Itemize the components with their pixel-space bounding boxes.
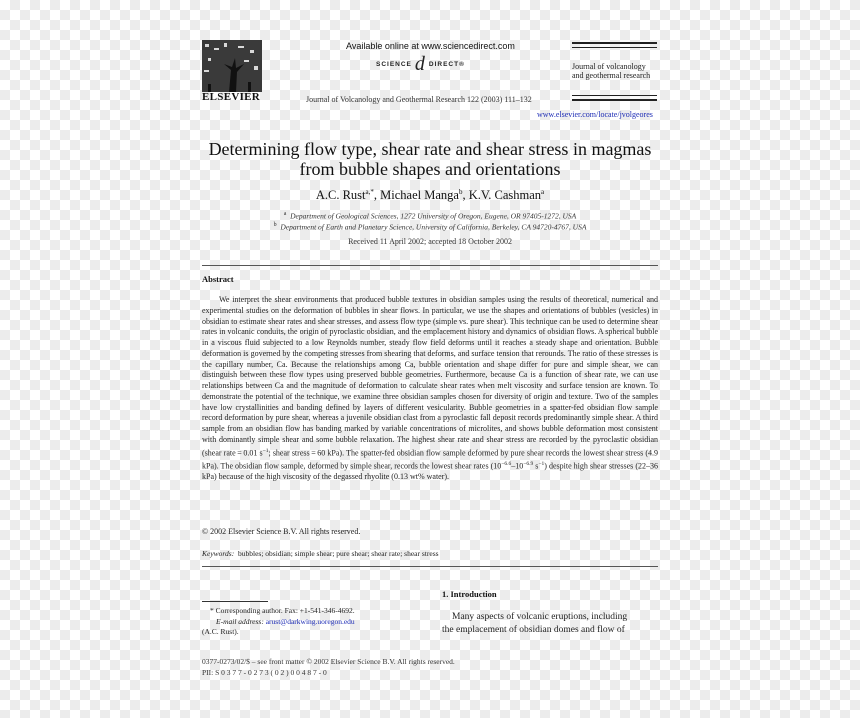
affiliation-text: Department of Geological Sciences, 1272 University of Oregon, Eugene, OR 97405-1272, USA [290,211,577,221]
keywords-list: bubbles; obsidian; simple shear; pure shear; shear rate; shear stress [237,549,439,558]
introduction-line: the emplacement of obsidian domes and flow of [442,625,625,635]
available-online-text: Available online at www.sciencedirect.com [346,41,515,51]
abstract-body [202,295,658,483]
copyright-notice: © 2002 Elsevier Science B.V. All rights reserved. [202,527,361,536]
article-title [202,139,658,179]
journal-rule [572,99,657,101]
abstract-text: s [533,461,539,471]
abstract-sup: −6.6 [501,460,512,467]
abstract-sup: −1 [262,447,269,454]
footnote-email [202,617,355,626]
introduction-heading: 1. Introduction [442,589,497,599]
journal-rule [572,42,657,44]
title-line1: Determining flow type, shear rate and shear stress in magmas [208,139,652,159]
journal-rule [572,47,657,48]
author-sup: a,* [365,188,374,196]
footnote-email-owner: (A.C. Rust). [202,627,239,636]
journal-name [572,63,662,80]
email-link[interactable]: arust@darkwing.uoregon.edu [265,617,355,626]
title-line2: from bubble shapes and orientations [299,159,561,179]
introduction-line: Many aspects of volcanic eruptions, including [452,612,628,622]
abstract-text: ; shear stress = 60 kPa). The spatter-fed obsidian flow sample deformed by pure shear records the lowest shear stress (4.9 kPa). The obsidian flow sample, deformed by simple shear, records the lowest shear rates (10 [202,448,659,471]
affiliation-a [202,211,658,221]
sciencedirect-left: SCIENCE [376,60,412,68]
affiliation-b [202,222,658,232]
abstract-sup: −6.9 [523,460,534,467]
keywords-label: Keywords: [202,549,235,558]
footnote-corresponding: * Corresponding author. Fax: +1-541-346-4692. [210,606,355,615]
pii-line: PII: S 0 3 7 7 - 0 2 7 3 ( 0 2 ) 0 0 4 8 7 - 0 [202,668,327,677]
author-name: A.C. Rust [315,188,366,203]
publisher-name: ELSEVIER [202,91,261,103]
author-list: A.C. Rust$^{a,*}$, Michael Manga$^b$, K.V. Cashman$^a$ [315,188,545,203]
issn-line: 0377-0273/02/$ – see front matter © 2002 Elsevier Science B.V. All rights reserved. [202,657,455,666]
divider [202,566,658,567]
abstract-sup: −1 [538,460,545,467]
abstract-text: ) despite high shear stresses (22–36 kPa) because of the high viscosity of the degassed rhyolite (0.13 wt% water). [202,461,658,482]
author-sup: a [541,188,545,196]
divider [202,265,658,266]
abstract-text: –10 [511,461,524,471]
author-name: K.V. Cashman [468,188,542,203]
received-dates: Received 11 April 2002; accepted 18 October 2002 [348,237,512,246]
journal-name-line2: and geothermal research [572,70,651,80]
sciencedirect-logo [376,53,465,75]
journal-citation: Journal of Volcanology and Geothermal Research 122 (2003) 111–132 [306,95,532,104]
abstract-text: We interpret the shear environments that produced bubble textures in obsidian samples using the results of theoretical, numerical and experimental studies on the deformation of bubbles in shear flows. In particular, we use the shapes and orientations of bubbles (vesicles) in obsidian to estimate shear rates and shear stresses, and assess flow type (simple vs. pure shear). This technique can be used to determine shear rates in volcanic conduits, the origin of pyroclastic obsidian, and the emplacement history and dynamics of obsidian flows. A spherical bubble in a viscous fluid subjected to a low Reynolds number, steady flow field deforms until it reaches a steady shape and orientation. Bubble deformation is governed by the competing stresses from shearing that deforms, and surface tension that rerounds. The ratio of these stresses is the capillary number, Ca. Because the relationships among Ca, bubble orientation and shape differ for pure and simple shear, we can distinguish between these flow types using preserved bubble geometries. Furthermore, because Ca is a function of shear rate, we can use relationships between Ca and the magnitude of deformation to calculate shear rates when melt viscosity and surface tension are known. To demonstrate the potential of the technique, we examine three obsidian samples chosen for diversity of origin and texture. Two of the samples have low crystallinities and banding defined by layers of different vesicularity. Bubble geometries in a spatter-fed obsidian flow sample record deformation by pure shear, whereas a juvenile obsidian clast from a pyroclastic fall deposit records predominantly simple shear. A third sample from an obsidian flow has banding marked by variable concentrations of microlites, and shows bubble deformation most consistent with dominantly simple shear and some bubble relaxation. The highest shear rate and shear stress are recorded by the pyroclastic obsidian (shear rate = 0.01 s [202,295,658,458]
affiliation-text: Department of Earth and Planetary Science, University of California, Berkeley, CA 94720-4767, USA [280,222,587,232]
email-label: E-mail address: [216,617,264,626]
affiliation-mark: a [283,211,287,217]
author-name: Michael Manga [380,188,459,203]
journal-url-link[interactable]: www.elsevier.com/locate/jvolgeores [537,110,653,119]
keywords [202,549,439,558]
sciencedirect-at-icon: d [414,53,426,75]
journal-rule [572,95,657,96]
footnote-rule [202,601,268,602]
author-sup: b [458,188,463,196]
affiliation-mark: b [273,222,277,228]
abstract-heading: Abstract [202,274,234,284]
journal-name-line1: Journal of volcanology [572,62,646,71]
sciencedirect-right: DIRECT® [428,60,465,68]
